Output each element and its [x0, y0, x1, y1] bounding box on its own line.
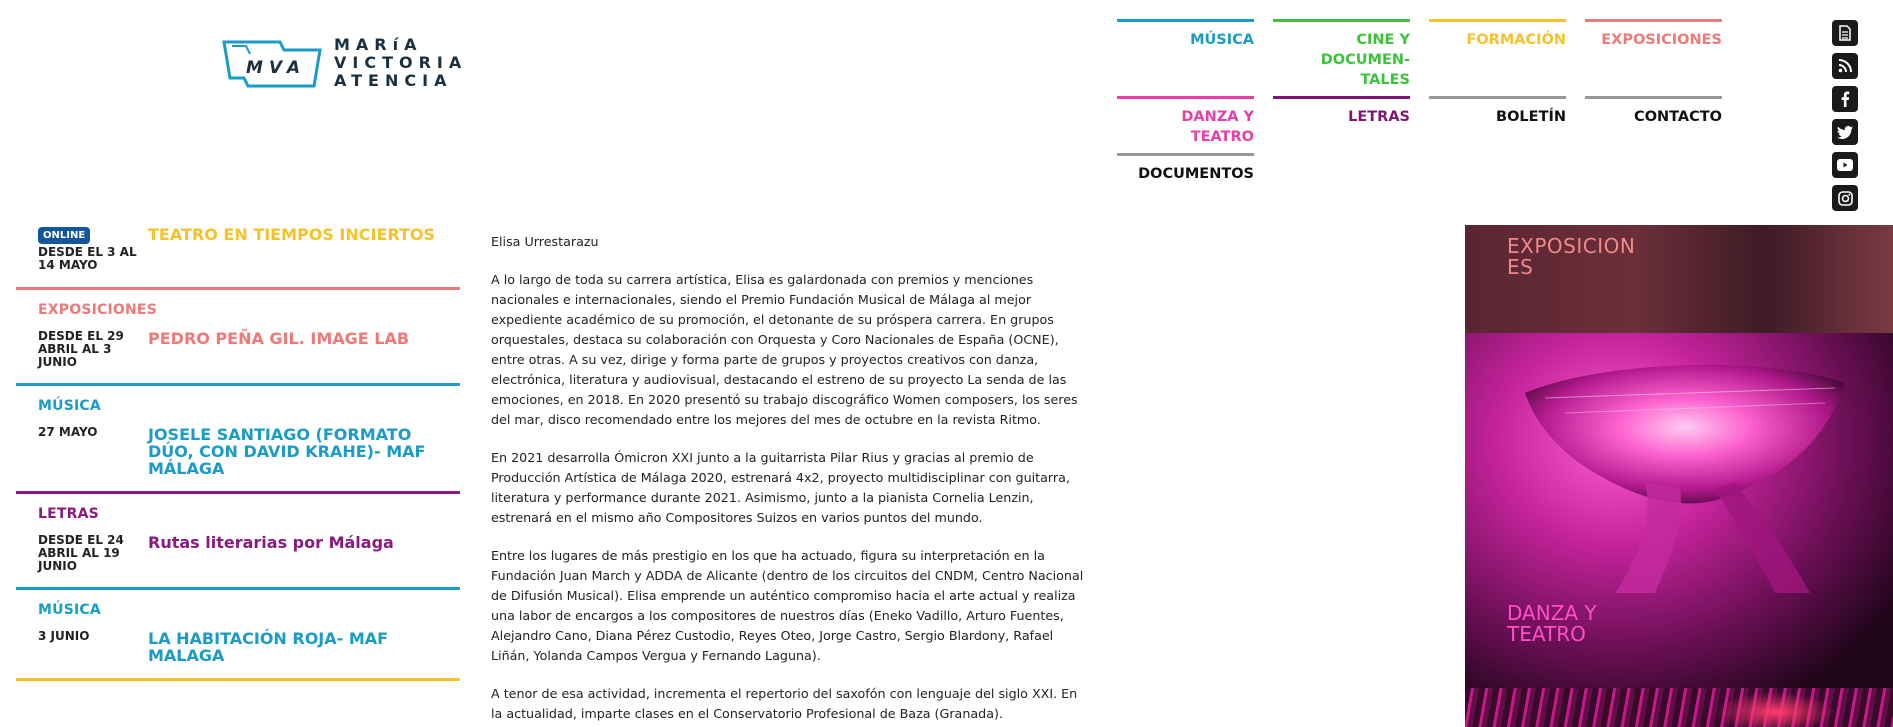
nav-item-label: EXPOSICIONES	[1601, 32, 1722, 48]
event-title[interactable]: JOSELE SANTIAGO (FORMATO DÚO, CON DAVID KRAHE)- MAF MÁLAGA	[148, 425, 426, 478]
nav-item-musica[interactable]	[1117, 19, 1254, 50]
promo-glow	[1715, 692, 1835, 727]
nav-item-boletin[interactable]	[1429, 96, 1566, 127]
promo-danza-teatro-tile[interactable]	[1465, 333, 1893, 688]
nav-item-documentos[interactable]	[1117, 153, 1254, 184]
article-paragraph: A tenor de esa actividad, incrementa el repertorio del saxofón con lenguaje del siglo XXI. En la actualidad, imparte clases en el Conservatorio Profesional de Baza (Granada).	[491, 686, 1078, 721]
event-date: 3 JUNIO	[38, 629, 90, 643]
article-paragraph: Entre los lugares de más prestigio en los que ha actuado, figura su interpretación en la Fundación Juan March y ADDA de Alicante (dentro de los circuitos del CNDM, Centro Nacional de Difusión Musical). Elisa emprende un auténtico compromiso hacia el arte actual y realiza una labor de encargos a los compositores de nuestros días (Eneko Vadillo, Arturo Fuentes, Alejandro Cano, Diana Pérez Custodio, Reyes Oteo, Jorge Castro, Sergio Blardony, Rafael Liñán, Yolanda Campos Vergua y Fernando Laguna).	[491, 548, 1084, 663]
social-links	[1832, 20, 1858, 218]
nav-item-danza-teatro[interactable]	[1117, 96, 1254, 147]
list-item[interactable]	[16, 383, 460, 491]
list-item[interactable]	[16, 215, 460, 287]
logo-name-line: VICTORIA	[334, 53, 468, 72]
event-category[interactable]: MÚSICA	[38, 602, 101, 618]
event-title[interactable]: TEATRO EN TIEMPOS INCIERTOS	[148, 225, 436, 244]
event-title[interactable]: LA HABITACIÓN ROJA- MAF MALAGA	[148, 629, 389, 665]
youtube-icon[interactable]	[1832, 152, 1858, 178]
article-body	[491, 232, 1091, 727]
nav-item-cine[interactable]	[1273, 19, 1410, 90]
instagram-icon[interactable]	[1832, 185, 1858, 211]
promo-label-line: TEATRO	[1507, 622, 1586, 646]
online-badge: ONLINE	[38, 227, 90, 244]
nav-item-label: DANZA Y TEATRO	[1181, 109, 1254, 145]
event-title[interactable]: PEDRO PEÑA GIL. IMAGE LAB	[148, 329, 410, 348]
list-item[interactable]	[16, 587, 460, 678]
nav-item-label: BOLETÍN	[1496, 109, 1566, 125]
promo-panel	[1465, 225, 1893, 727]
event-date: DESDE EL 24 ABRIL AL 19 JUNIO	[38, 533, 124, 573]
event-date-text: DESDE EL 3 AL 14 MAYO	[38, 245, 137, 272]
document-icon[interactable]	[1832, 20, 1858, 46]
nav-item-label: DOCUMENTOS	[1138, 166, 1254, 182]
nav-item-formacion[interactable]	[1429, 19, 1566, 50]
event-category[interactable]: EXPOSICIONES	[38, 302, 157, 318]
logo-name-line: MARíA	[334, 35, 423, 54]
article-paragraph: En 2021 desarrolla Ómicron XXI junto a la guitarrista Pilar Rius y gracias al premio de Producción Artística de Málaga 2020, estrenará 4x2, proyecto multidisciplinar con guitarra, literatura y performance durante 2021. Asimismo, junto a la pianista Cornelia Lenzin, estrenará en el mismo año Compositores Suizos en varios puntos del mundo.	[491, 450, 1070, 525]
nav-item-label: TALES	[1360, 72, 1410, 88]
nav-item-label: FORMACIÓN	[1466, 32, 1566, 48]
event-category[interactable]: LETRAS	[38, 506, 99, 522]
events-list	[16, 215, 460, 727]
main-nav	[1117, 19, 1727, 189]
list-item[interactable]	[16, 678, 460, 727]
event-date: 27 MAYO	[38, 425, 98, 439]
promo-next-tile[interactable]	[1465, 688, 1893, 727]
rss-icon[interactable]	[1832, 53, 1858, 79]
promo-exposiciones-label	[1507, 236, 1637, 278]
nav-item-contacto[interactable]	[1585, 96, 1722, 127]
promo-exposiciones-tile[interactable]	[1465, 225, 1893, 333]
logo-name	[334, 36, 494, 90]
promo-danza-teatro-label	[1507, 603, 1597, 645]
nav-item-label: LETRAS	[1348, 109, 1410, 125]
dancer-image	[1505, 353, 1865, 593]
twitter-icon[interactable]	[1832, 119, 1858, 145]
article-author: Elisa Urrestarazu	[491, 234, 599, 249]
promo-label-line: EXPOSICION	[1507, 234, 1636, 258]
event-title[interactable]: Rutas literarias por Málaga	[148, 533, 394, 552]
nav-item-label: CONTACTO	[1634, 109, 1722, 125]
nav-item-label: CINE Y DOCUMEN-	[1320, 32, 1410, 68]
promo-label-line: DANZA Y	[1507, 601, 1597, 625]
facebook-icon[interactable]	[1832, 86, 1858, 112]
event-date: DESDE EL 29 ABRIL AL 3 JUNIO	[38, 329, 124, 369]
event-date	[38, 227, 148, 272]
list-item[interactable]	[16, 287, 460, 383]
logo-mark-text: MVA	[246, 58, 307, 78]
event-category[interactable]: MÚSICA	[38, 398, 101, 414]
promo-label-line: ES	[1507, 255, 1534, 279]
nav-item-label: MÚSICA	[1190, 32, 1254, 48]
nav-item-exposiciones[interactable]	[1585, 19, 1722, 50]
logo-name-line: ATENCIA	[334, 71, 453, 90]
site-logo[interactable]	[222, 36, 482, 96]
article-paragraph: A lo largo de toda su carrera artística, Elisa es galardonada con premios y menciones nacionales e internacionales, siendo el Premio Fundación Musical de Málaga al mejor expediente académico de su promoción, el detonante de su próspera carrera. En grupos orquestales, destaca su colaboración con Orquesta y Coro Nacionales de España (OCNE), entre otras. A su vez, dirige y forma parte de grupos y proyectos creativos con danza, electrónica, literatura y audiovisual, destacando el estreno de su proyecto La senda de las emociones, en 2018. En 2020 presentó su trabajo discográfico Women composers, los seres del mar, disco recomendado entre los mejores del mes de octubre en la revista Ritmo.	[491, 272, 1078, 427]
list-item[interactable]	[16, 491, 460, 587]
nav-item-letras[interactable]	[1273, 96, 1410, 127]
